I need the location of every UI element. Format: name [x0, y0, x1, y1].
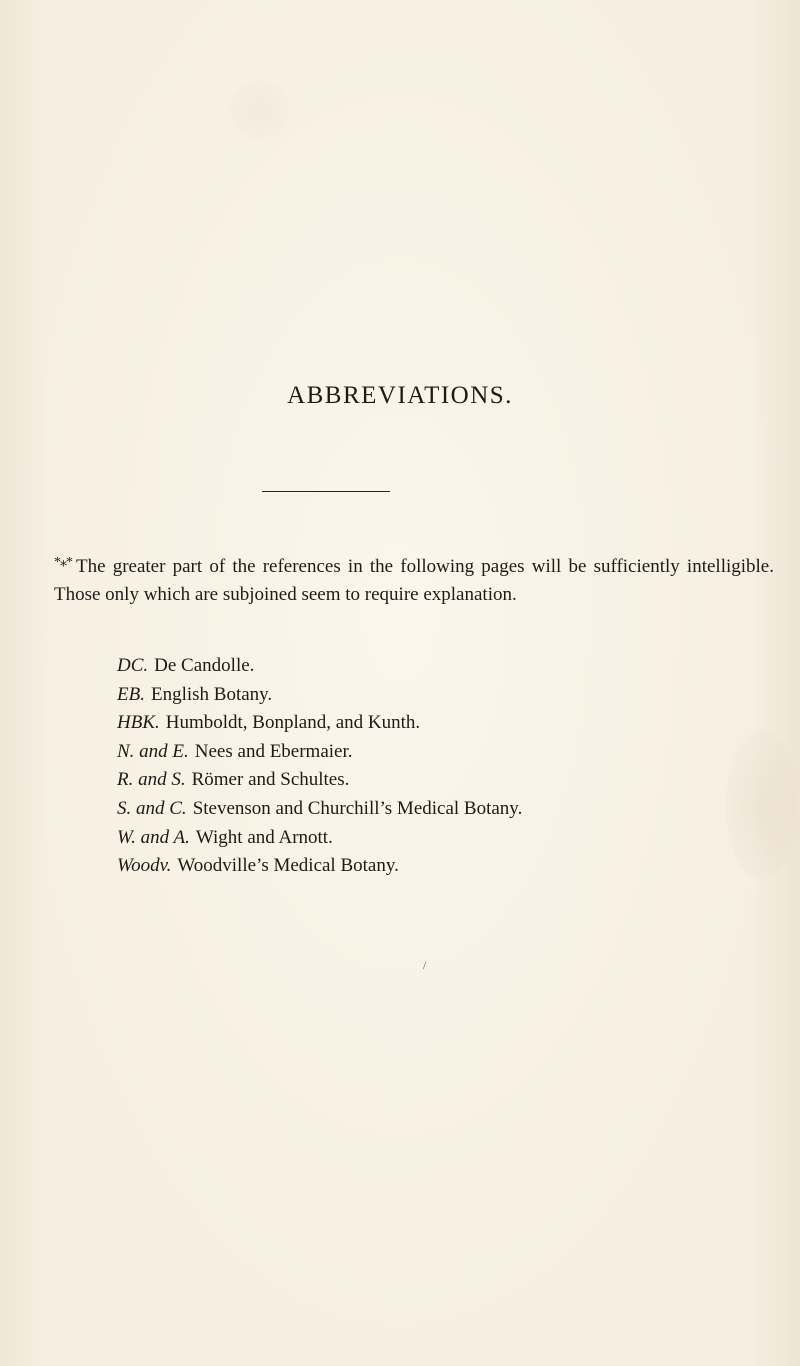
abbreviation-meaning: Woodville’s Medical Botany.: [177, 855, 399, 877]
paper-stain: [230, 80, 290, 140]
abbreviation-entry: [117, 652, 777, 681]
abbreviation-key: W. and A.: [117, 826, 190, 848]
abbreviation-entry: [117, 738, 777, 767]
abbreviation-entry: [117, 681, 777, 710]
asterism-mark: *⁎*: [54, 555, 72, 570]
abbreviation-key: R. and S.: [117, 769, 186, 791]
intro-text: The greater part of the references in the following pages will be sufficiently intelligible. Those only which are subjoined seem to require explanation.: [54, 556, 774, 605]
abbreviation-meaning: Nees and Ebermaier.: [194, 740, 353, 762]
page-title: ABBREVIATIONS.: [287, 382, 513, 409]
abbreviation-key: S. and C.: [117, 797, 187, 819]
abbreviation-key: HBK.: [117, 712, 160, 734]
abbreviation-meaning: English Botany.: [150, 683, 273, 705]
abbreviation-entry: [117, 795, 777, 824]
abbreviation-key: EB.: [117, 683, 145, 705]
abbreviation-meaning: Stevenson and Churchill’s Medical Botany.: [192, 797, 523, 819]
abbreviation-meaning: Römer and Schultes.: [191, 769, 350, 791]
abbreviation-key: N. and E.: [117, 740, 189, 762]
abbreviation-entry: [117, 824, 777, 853]
intro-paragraph: [54, 554, 774, 607]
title-divider: [262, 491, 390, 492]
abbreviation-entry: [117, 709, 777, 738]
abbreviation-key: DC.: [117, 655, 149, 676]
abbreviation-meaning: De Candolle.: [154, 655, 255, 676]
page-mark: /: [423, 958, 427, 972]
abbreviation-meaning: Humboldt, Bonpland, and Kunth.: [165, 712, 421, 734]
abbreviation-key: Woodv.: [117, 855, 172, 877]
abbreviation-meaning: Wight and Arnott.: [195, 826, 333, 848]
abbreviation-entry: [117, 766, 777, 795]
abbreviation-list: [117, 652, 777, 881]
abbreviation-entry: [117, 852, 777, 881]
